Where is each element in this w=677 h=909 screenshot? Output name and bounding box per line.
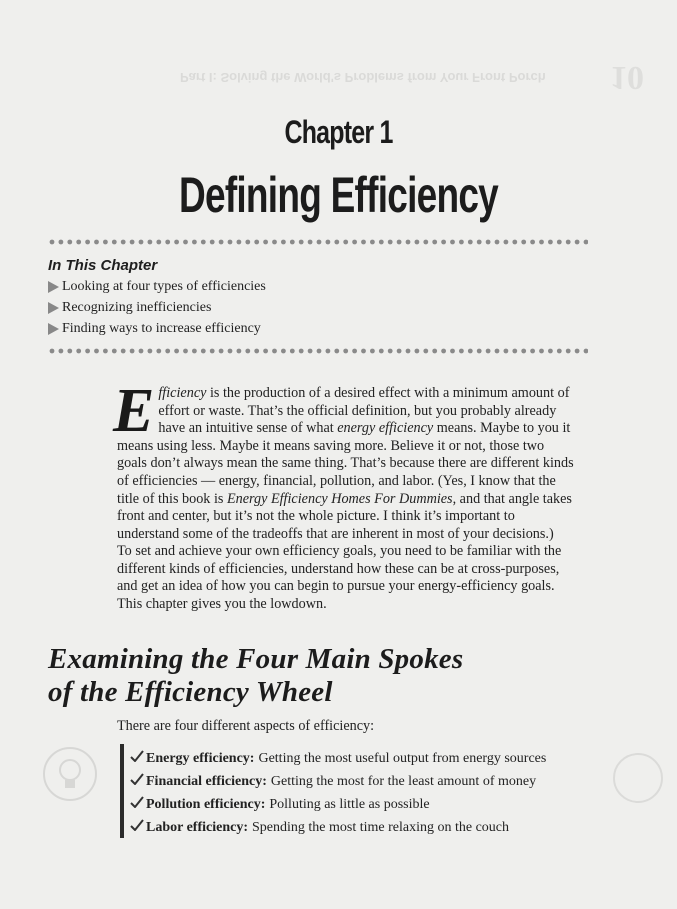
rule-dot bbox=[317, 240, 322, 245]
efficiency-term: Labor efficiency: bbox=[146, 820, 248, 835]
rule-dot bbox=[432, 240, 437, 245]
rule-dot bbox=[334, 349, 339, 354]
rule-dot bbox=[156, 349, 161, 354]
rule-dot bbox=[299, 349, 304, 354]
rule-dot bbox=[237, 240, 242, 245]
in-this-chapter-heading: In This Chapter bbox=[48, 257, 158, 274]
intro-paragraph-2: To set and achieve your own efficiency goals, you need to be familiar with the different kinds of efficiencies, understand how these can be at cross-purposes, and get an idea of how you can begin to pursue your energy-efficiency goals. This chapter gives you the lowdown. bbox=[117, 543, 562, 612]
rule-dot bbox=[67, 349, 72, 354]
rule-dot bbox=[228, 240, 233, 245]
rule-dot bbox=[139, 349, 144, 354]
rule-dot bbox=[121, 349, 126, 354]
text-run: means. Maybe to you it means using less. Maybe it means saving more. Believe it or not, those two goals don’t always mean the same thing. That’s because there are different kinds of efficiencies — energy, financial, pollution, and labor. (Yes, I know that the title of this book is bbox=[117, 420, 574, 507]
text-run: is the production of a desired effect with a minimum amount of effort or waste. That’s the official definition, but you probably already have an intuitive sense of what bbox=[158, 385, 570, 437]
rule-dot bbox=[388, 240, 393, 245]
rule-dot bbox=[406, 349, 411, 354]
rule-dot bbox=[352, 349, 357, 354]
bleed-through-page-number: 10 bbox=[610, 59, 644, 96]
rule-dot bbox=[584, 349, 588, 354]
rule-dot bbox=[468, 240, 473, 245]
rule-dot bbox=[192, 240, 197, 245]
rule-dot bbox=[94, 240, 99, 245]
rule-dot bbox=[504, 240, 509, 245]
rule-dot bbox=[450, 349, 455, 354]
rule-dot bbox=[450, 240, 455, 245]
chapter-topic-item bbox=[48, 321, 261, 337]
rule-dot bbox=[370, 240, 375, 245]
rule-dot bbox=[201, 240, 206, 245]
triangle-bullet-icon bbox=[48, 302, 59, 314]
rule-dot bbox=[263, 349, 268, 354]
rule-dot bbox=[415, 349, 420, 354]
dotted-rule-bottom bbox=[48, 346, 588, 356]
rule-dot bbox=[174, 240, 179, 245]
italic-run: fficiency bbox=[158, 385, 207, 401]
bleed-through-header: Part I: Solving the World's Problems from Your Front Porch bbox=[180, 70, 546, 85]
italic-run: Energy Efficiency Homes For Dummies bbox=[226, 490, 453, 507]
rule-dot bbox=[237, 349, 242, 354]
rule-dot bbox=[548, 349, 553, 354]
rule-dot bbox=[539, 240, 544, 245]
checkmark-icon bbox=[130, 750, 144, 762]
rule-dot bbox=[512, 240, 517, 245]
rule-dot bbox=[423, 240, 428, 245]
rule-dot bbox=[59, 349, 64, 354]
triangle-bullet-icon bbox=[48, 323, 59, 335]
rule-dot bbox=[566, 349, 571, 354]
rule-dot bbox=[50, 240, 55, 245]
rule-dot bbox=[397, 240, 402, 245]
rule-dot bbox=[566, 240, 571, 245]
rule-dot bbox=[432, 349, 437, 354]
rule-dot bbox=[148, 349, 153, 354]
efficiency-description: Polluting as little as possible bbox=[269, 797, 430, 812]
rule-dot bbox=[201, 349, 206, 354]
rule-dot bbox=[521, 240, 526, 245]
rule-dot bbox=[210, 240, 215, 245]
chapter-topic-text: Recognizing inefficiencies bbox=[62, 300, 212, 315]
rule-dot bbox=[415, 240, 420, 245]
rule-dot bbox=[245, 349, 250, 354]
rule-dot bbox=[343, 240, 348, 245]
rule-dot bbox=[512, 349, 517, 354]
rule-dot bbox=[308, 349, 313, 354]
rule-dot bbox=[263, 240, 268, 245]
rule-dot bbox=[290, 240, 295, 245]
drop-cap: E bbox=[113, 377, 155, 445]
list-side-bar bbox=[120, 744, 124, 838]
rule-dot bbox=[112, 240, 117, 245]
rule-dot bbox=[254, 240, 259, 245]
chapter-topic-text: Finding ways to increase efficiency bbox=[62, 321, 261, 336]
bleed-through-lightbulb-icon bbox=[40, 744, 100, 804]
efficiency-description: Getting the most useful output from energy sources bbox=[258, 751, 547, 766]
efficiency-term: Pollution efficiency: bbox=[146, 797, 266, 812]
rule-dot bbox=[174, 349, 179, 354]
rule-dot bbox=[379, 349, 384, 354]
rule-dot bbox=[183, 240, 188, 245]
rule-dot bbox=[130, 349, 135, 354]
section-intro: There are four different aspects of efficiency: bbox=[117, 718, 375, 734]
rule-dot bbox=[406, 240, 411, 245]
rule-dot bbox=[219, 240, 224, 245]
checkmark-icon bbox=[130, 773, 144, 785]
rule-dot bbox=[370, 349, 375, 354]
rule-dot bbox=[76, 349, 81, 354]
intro-paragraph-1-text bbox=[117, 385, 574, 542]
rule-dot bbox=[281, 240, 286, 245]
rule-dot bbox=[539, 349, 544, 354]
italic-run: energy efficiency bbox=[337, 420, 434, 437]
rule-dot bbox=[352, 240, 357, 245]
section-heading bbox=[48, 643, 463, 709]
rule-dot bbox=[361, 349, 366, 354]
rule-dot bbox=[477, 349, 482, 354]
efficiency-list-item bbox=[130, 796, 430, 813]
efficiency-list-item bbox=[130, 819, 509, 836]
rule-dot bbox=[165, 240, 170, 245]
rule-dot bbox=[290, 349, 295, 354]
rule-dot bbox=[103, 349, 108, 354]
rule-dot bbox=[308, 240, 313, 245]
rule-dot bbox=[495, 349, 500, 354]
rule-dot bbox=[139, 240, 144, 245]
rule-dot bbox=[575, 349, 580, 354]
efficiency-list-item bbox=[130, 773, 536, 790]
rule-dot bbox=[85, 349, 90, 354]
rule-dot bbox=[548, 240, 553, 245]
rule-dot bbox=[521, 349, 526, 354]
rule-dot bbox=[103, 240, 108, 245]
rule-dot bbox=[50, 349, 55, 354]
text-run: , and that angle takes front and center, but it’s not the whole picture. I think it’s important to understand some of the tradeoffs that are inherent in most of your decisions.) bbox=[117, 490, 572, 542]
rule-dot bbox=[388, 349, 393, 354]
rule-dot bbox=[299, 240, 304, 245]
rule-dot bbox=[441, 240, 446, 245]
rule-dot bbox=[361, 240, 366, 245]
section-heading-line-1: Examining the Four Main Spokes bbox=[48, 643, 464, 675]
rule-dot bbox=[85, 240, 90, 245]
efficiency-description: Getting the most for the least amount of money bbox=[270, 774, 537, 789]
intro-paragraph-1 bbox=[113, 377, 575, 543]
rule-dot bbox=[504, 349, 509, 354]
efficiency-description: Spending the most time relaxing on the couch bbox=[252, 820, 510, 835]
checkmark-icon bbox=[130, 819, 144, 831]
checkmark-icon bbox=[130, 796, 144, 808]
chapter-title: Defining Efficiency bbox=[178, 167, 498, 223]
chapter-label: Chapter 1 bbox=[284, 114, 393, 150]
rule-dot bbox=[397, 349, 402, 354]
bleed-through-stamp-icon bbox=[610, 750, 666, 806]
rule-dot bbox=[272, 240, 277, 245]
rule-dot bbox=[557, 240, 562, 245]
rule-dot bbox=[245, 240, 250, 245]
rule-dot bbox=[148, 240, 153, 245]
rule-dot bbox=[165, 349, 170, 354]
rule-dot bbox=[228, 349, 233, 354]
rule-dot bbox=[67, 240, 72, 245]
rule-dot bbox=[468, 349, 473, 354]
rule-dot bbox=[94, 349, 99, 354]
rule-dot bbox=[121, 240, 126, 245]
rule-dot bbox=[183, 349, 188, 354]
rule-dot bbox=[343, 349, 348, 354]
rule-dot bbox=[459, 349, 464, 354]
rule-dot bbox=[210, 349, 215, 354]
chapter-topic-text: Looking at four types of efficiencies bbox=[62, 279, 266, 294]
rule-dot bbox=[584, 240, 588, 245]
rule-dot bbox=[495, 240, 500, 245]
rule-dot bbox=[76, 240, 81, 245]
rule-dot bbox=[423, 349, 428, 354]
rule-dot bbox=[459, 240, 464, 245]
rule-dot bbox=[486, 349, 491, 354]
efficiency-list-item bbox=[130, 750, 546, 767]
rule-dot bbox=[557, 349, 562, 354]
rule-dot bbox=[477, 240, 482, 245]
rule-dot bbox=[379, 240, 384, 245]
rule-dot bbox=[112, 349, 117, 354]
rule-dot bbox=[486, 240, 491, 245]
rule-dot bbox=[317, 349, 322, 354]
rule-dot bbox=[281, 349, 286, 354]
rule-dot bbox=[192, 349, 197, 354]
rule-dot bbox=[254, 349, 259, 354]
rule-dot bbox=[334, 240, 339, 245]
rule-dot bbox=[130, 240, 135, 245]
triangle-bullet-icon bbox=[48, 281, 59, 293]
rule-dot bbox=[575, 240, 580, 245]
rule-dot bbox=[530, 349, 535, 354]
rule-dot bbox=[272, 349, 277, 354]
efficiency-term: Financial efficiency: bbox=[146, 774, 267, 789]
rule-dot bbox=[530, 240, 535, 245]
rule-dot bbox=[326, 349, 331, 354]
rule-dot bbox=[219, 349, 224, 354]
rule-dot bbox=[59, 240, 64, 245]
chapter-topic-item bbox=[48, 279, 266, 295]
efficiency-term: Energy efficiency: bbox=[146, 751, 255, 766]
dotted-rule-top bbox=[48, 237, 588, 247]
chapter-topic-item bbox=[48, 300, 211, 316]
rule-dot bbox=[156, 240, 161, 245]
rule-dot bbox=[441, 349, 446, 354]
rule-dot bbox=[326, 240, 331, 245]
section-heading-line-2: of the Efficiency Wheel bbox=[48, 676, 333, 708]
